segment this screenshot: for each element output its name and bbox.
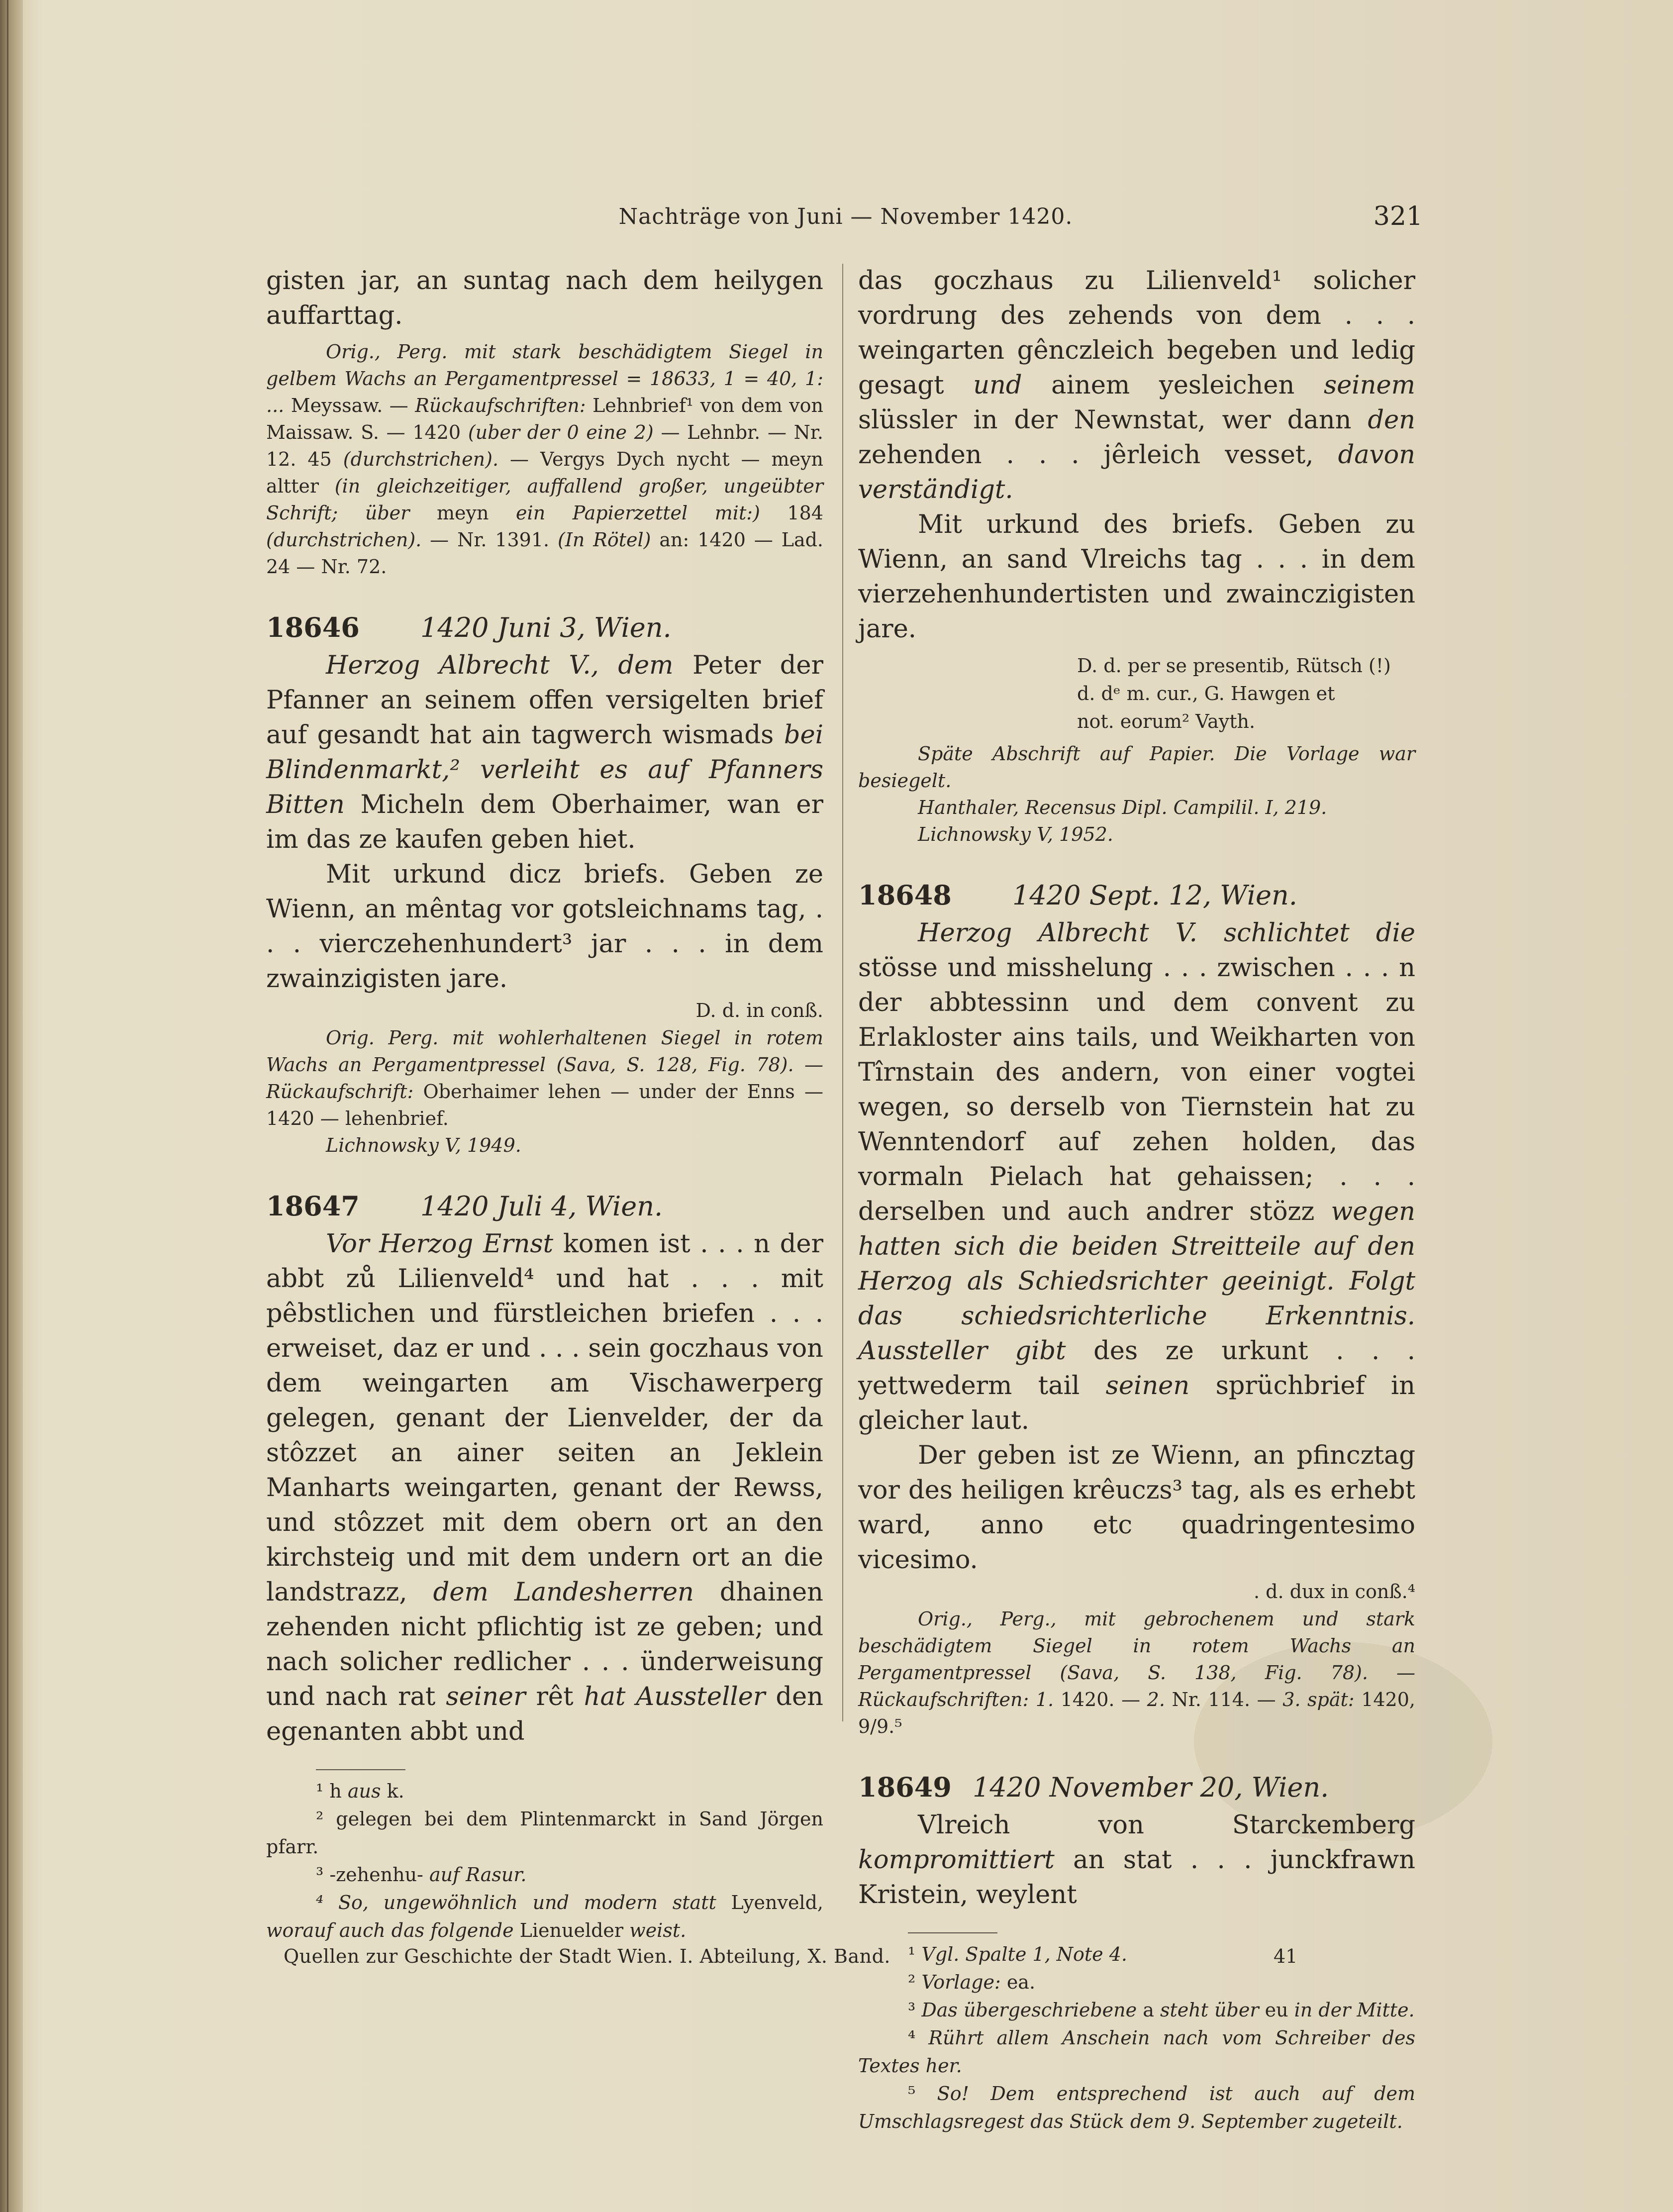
document-date: 1420 Sept. 12, Wien. [1012,880,1297,911]
literature-note: Hanthaler, Recensus Dipl. Campilil. I, 219. [918,797,1327,818]
regest-text [858,1808,1415,1912]
literature-note: Lichnowsky V, 1949. [326,1134,521,1156]
italic-run: 3. spät: [1282,1689,1355,1710]
closing-formula: Mit urkund dicz briefs. Geben ze Wienn, an mêntag vor gotsleichnams tag, . . . vierczehenhundert³ jar . . . in dem zwainzigisten jare. [266,860,823,994]
text-run: 184 [760,502,823,524]
italic-run: So! Dem entsprechend ist auch auf dem Umschlagsregest das Stück dem 9. September zugeteilt. [858,2083,1416,2132]
footnote [858,2080,1415,2135]
text-run: dhainen zehenden nicht pflichtig ist ze geben; und nach solicher redlicher . . . ünderweisung und nach rat [266,1578,823,1711]
footnote [858,2024,1415,2080]
source-note: Späte Abschrift auf Papier. Die Vorlage war besiegelt. [858,743,1415,792]
italic-run: davon verständigt. [858,440,1415,504]
document-heading [266,1189,823,1224]
italic-run: weist. [629,1919,687,1941]
italic-run: den [1368,405,1415,435]
text-run: an stat . . . junckfrawn Kristein, weylent [858,1845,1415,1910]
footnote [266,1805,823,1861]
binding-edge [0,0,23,2212]
document-heading [858,878,1415,913]
text-run: Lehnbrief¹ von dem von Maissaw. S. — 1420 [266,395,824,443]
document-heading [858,1770,1415,1805]
chancery-note-line: d. dᵉ m. cur., G. Hawgen et [1077,683,1335,704]
italic-run: Rührt allem Anschein nach vom Schreiber des Textes her. [858,2027,1415,2077]
italic-run: kompromittiert [858,1845,1055,1875]
italic-run: worauf auch das folgende [266,1919,514,1941]
italic-run: aus [347,1780,381,1802]
italic-run: 2. [1147,1689,1165,1710]
text-run: Lienuelder [513,1919,630,1941]
italic-run: ⁴ So, ungewöhnlich und modern statt [316,1892,716,1913]
italic-run: seinen [1105,1371,1190,1401]
text-run: ¹ h [316,1780,348,1802]
italic-run: seinem [1323,371,1415,400]
column-divider [842,264,843,1721]
footnote [266,1889,823,1944]
text-run: 1420. — [1054,1689,1147,1710]
text-run: stösse und misshelung . . . zwischen . . . n der abbtessinn und dem convent zu Erlakloster ains tails, und Weikharten von Tîrnstain des andern, von einer vogtei wegen, so derselb von Tiernstein hat zu Wenntendorf auf zehen holden, das vormaln Pielach hat gehaissen; . . . derselben und auch andrer stözz [858,953,1415,1226]
source-note [858,1606,1415,1740]
chancery-note [858,652,1415,735]
text-run: ² [908,1971,922,1993]
footnote [858,1968,1415,1996]
italic-run: (durchstrichen). [343,448,499,470]
text-run: komen ist . . . n der abbt zů Lilienveld⁴ und hat . . . mit pêbstlichen und fürstleichen briefen . . . erweiset, daz er und . . . sein goczhaus von dem weingarten am Vischawerperg gelegen, genant der Lienvelder, der da stôzzet an ainer seiten an Jeklein Manharts weingarten, genant der Rewss, und stôzzet mit dem obern ort an den kirchsteig und mit dem undern ort an die landstrazz, [266,1229,823,1607]
italic-run: Rückaufschriften: [415,395,586,416]
regest-text [858,916,1415,1438]
text-run: ² gelegen bei dem Plintenmarckt in Sand Jörgen pfarr. [266,1808,823,1858]
text-run: slüssler in der Newnstat, wer dann [858,405,1368,435]
literature-note: Lichnowsky V, 1952. [918,823,1113,845]
right-column [858,264,1415,2135]
italic-run: Das übergeschriebene [921,1999,1137,2021]
text-run: Peter der Pfanner an seinem offen versigelten brief auf gesandt hat ain tagwerch wismads [266,651,823,750]
binding-shadow [7,0,8,2212]
text-run: an: 1420 — Lad. 24 — Nr. 72. [266,529,824,578]
document-date: 1420 Juni 3, Wien. [420,612,672,643]
text-run: ³ -zehenhu- [316,1864,429,1886]
italic-run: (uber der 0 eine 2) [468,421,654,443]
italic-run: seiner [446,1682,526,1711]
source-note [266,1024,823,1132]
italic-run: (In Rötel) [558,529,651,551]
document-number: 18649 [858,1771,952,1803]
footnote-rule [908,1932,997,1933]
text-run: ³ [908,1999,922,2021]
document-number: 18646 [266,611,360,643]
text-run: k. [381,1780,404,1802]
italic-run: Vor Herzog Ernst [326,1229,554,1259]
text-run: Lyenveld, [716,1892,823,1913]
chancery-note: . d. dux in conß.⁴ [1254,1581,1415,1603]
chancery-note: D. d. in conß. [695,1000,823,1021]
page-number: 321 [1373,201,1423,231]
text-run: das goczhaus zu Lilienveld¹ solicher vordrung des zehends von dem . . . weingarten gênczleich begeben und ledig gesagt [858,266,1415,400]
chancery-note-line: D. d. per se presentib, Rütsch (!) [1077,655,1391,677]
text-run: ¹ [908,1943,922,1965]
text-run: Micheln dem Oberhaimer, wan er im das ze kaufen geben hiet. [266,790,823,854]
left-column [266,264,823,1944]
italic-run: Herzog Albrecht V. schlichtet die [918,918,1415,948]
text-run: — Lehnbr. — Nr. 12. 45 [266,421,823,470]
footnote [266,1861,823,1889]
text-run: rêt [525,1682,584,1711]
continuation-text: gisten jar, an suntag nach dem heilygen auffarttag. [266,266,823,330]
italic-run: in der Mitte. [1294,1999,1415,2021]
running-head: Nachträge von Juni — November 1420. [618,204,1073,229]
italic-run: steht über [1160,1999,1259,2021]
footnote [858,1996,1415,2024]
text-run: ⁵ [908,2083,937,2105]
italic-run: ein Papierzettel mit:) [516,502,760,524]
chancery-note-line: not. eorum² Vayth. [1077,710,1256,732]
italic-run: dem Landesherren [433,1578,694,1607]
text-run: a [1137,1999,1160,2021]
text-run: 1420, 9/9.⁵ [858,1689,1415,1737]
text-run: Vlreich von Starckemberg [918,1810,1415,1840]
italic-run: wegen hatten sich die beiden Streitteile auf den Herzog als Schiedsrichter geeinigt. Folgt das schiedsrichterliche Erkenntnis. Aussteller gibt [858,1197,1415,1366]
italic-run: Orig. Perg. mit wohlerhaltenen Siegel in rotem Wachs an Pergamentpressel (Sava, S. 128, Fig. 78). — Rückaufschrift: [266,1027,823,1103]
document-number: 18647 [266,1190,360,1222]
text-run: sprüchbrief in gleicher laut. [858,1371,1415,1435]
regest-text [266,1227,823,1749]
text-run: eu [1259,1999,1294,2021]
text-run: — Vergys Dych nycht — meyn altter [266,448,823,497]
italic-run: und [973,371,1022,400]
source-note [266,338,823,580]
closing-formula: Der geben ist ze Wienn, an pfincztag vor des heiligen krêuczs³ tag, als es erhebt ward, anno etc quadringentesimo vicesimo. [858,1441,1415,1575]
text-run: Nr. 114. — [1165,1689,1283,1710]
text-run: den egenanten abbt und [266,1682,824,1746]
text-run: meyn [409,502,516,524]
text-run: des ze urkunt . . . yettwederm tail [858,1336,1415,1401]
document-number: 18648 [858,879,952,911]
italic-run: hat Aussteller [584,1682,766,1711]
italic-run: Herzog Albrecht V., dem [326,651,674,680]
document-date: 1420 November 20, Wien. [973,1772,1329,1803]
footnote [266,1777,823,1805]
regest-text [266,648,823,857]
text-run: ainem yesleichen [1022,371,1324,400]
italic-run: Vgl. Spalte 1, Note 4. [921,1943,1127,1965]
text-run: — Nr. 1391. [421,529,558,551]
text-run: zehenden . . . jêrleich vesset, [858,440,1338,470]
italic-run: auf Rasur. [429,1864,527,1886]
closing-formula: Mit urkund des briefs. Geben zu Wienn, an sand Vlreichs tag . . . in dem vierzehenhundertisten und zwainczigisten jare. [858,510,1415,644]
italic-run: (in gleichzeitiger, auffallend großer, ungeübter Schrift; über [266,475,823,524]
text-run: ea. [1000,1971,1036,1993]
continuation-text [858,264,1415,507]
document-heading [266,610,823,645]
italic-run: Orig., Perg., mit gebrochenem und stark beschädigtem Siegel in rotem Wachs an Pergamentpressel (Sava, S. 138, Fig. 78). — Rückaufschriften: 1. [858,1608,1415,1710]
footnote [858,1940,1415,1968]
text-run: Oberhaimer lehen — under der Enns — 1420 — lehenbrief. [266,1081,823,1129]
text-run: ⁴ [908,2027,929,2049]
italic-run: bei Blindenmarkt,² verleiht es auf Pfanners Bitten [266,720,823,819]
signature-mark: 41 [1274,1945,1298,1967]
italic-run: (durchstrichen). [266,529,422,551]
text-run: Meyssaw. — [284,395,415,416]
document-date: 1420 Juli 4, Wien. [420,1191,663,1222]
series-footer: Quellen zur Geschichte der Stadt Wien. I. Abteilung, X. Band. [284,1945,891,1967]
italic-run: Orig., Perg. mit stark beschädigtem Siegel in gelbem Wachs an Pergamentpressel = 18633, 1 = 40, 1: ... [266,341,823,416]
footnote-rule [316,1769,405,1770]
italic-run: Vorlage: [921,1971,1001,1993]
